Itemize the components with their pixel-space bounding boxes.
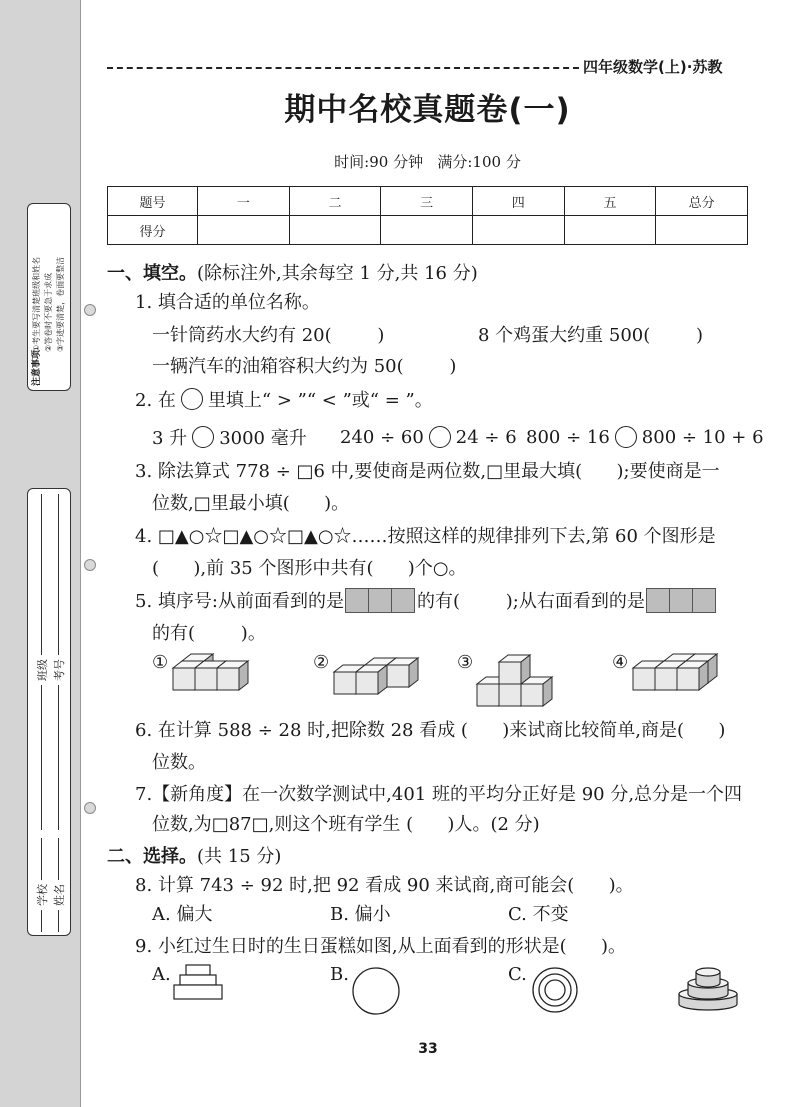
score-cell <box>472 216 564 245</box>
exam-no-row <box>50 494 67 830</box>
question-2-comparison <box>340 425 517 449</box>
class-underline <box>33 494 42 655</box>
cube-figure-4 <box>630 628 720 692</box>
comparison-right: 800 ÷ 10 + 6 <box>641 426 764 448</box>
score-table-header-cell: 四 <box>472 187 564 216</box>
question-text: 1. 填合适的单位名称。 <box>135 292 320 313</box>
notice-list <box>29 257 67 352</box>
circle <box>353 968 399 1014</box>
square <box>345 588 369 613</box>
school-label: 学校 <box>35 884 49 906</box>
tier-bottom <box>174 985 222 999</box>
choice-option-label <box>152 962 171 986</box>
notice-content <box>29 210 67 386</box>
compare-circle <box>615 426 637 448</box>
single-circle-figure <box>351 966 401 1016</box>
cube-front-face <box>387 665 409 687</box>
binding-hole <box>84 304 96 316</box>
exam-no-label: 考号 <box>52 659 66 681</box>
score-cell <box>656 216 748 245</box>
subject-label: 四年级数学(上)·苏教 <box>583 58 723 76</box>
question-text: 的有( )。 <box>152 623 266 644</box>
square <box>391 588 415 613</box>
binding-edge-line <box>80 0 81 1107</box>
section-2-heading <box>107 843 281 867</box>
section-1-note: (除标注外,其余每空 1 分,共 16 分) <box>197 263 478 284</box>
cube-front-face <box>633 668 655 690</box>
cube-front-face <box>195 668 217 690</box>
school-name-block <box>33 838 67 932</box>
question-text: 一辆汽车的油箱容积大约为 50( ) <box>152 356 457 377</box>
score-table-score-row <box>108 216 748 245</box>
question-text: 6. 在计算 588 ÷ 28 时,把除数 28 看成 ( )来试商比较简单,商是( ) <box>135 720 726 741</box>
question-1-item <box>152 353 456 377</box>
question-text: 一针筒药水大约有 20( ) <box>152 325 385 346</box>
cube-front-face <box>521 684 543 706</box>
page-number: 33 <box>418 1041 438 1057</box>
question-1-item <box>152 322 384 346</box>
question-text: 7.【新角度】在一次数学测试中,401 班的平均分正好是 90 分,总分是一个四 <box>135 784 743 805</box>
cube-figure-3 <box>474 644 564 708</box>
question-6-line <box>135 717 725 741</box>
notice-title: 注意事项 <box>32 349 42 386</box>
question-2-stem <box>135 387 433 411</box>
choice-option <box>508 901 569 925</box>
section-1-heading <box>107 260 478 284</box>
question-text: 里填上“ > ”“ < ”或“ = ”。 <box>207 390 433 411</box>
option-text: B. <box>330 963 349 985</box>
three-square-view <box>346 588 415 613</box>
concentric-circles-figure <box>531 966 579 1014</box>
name-underline <box>50 838 59 880</box>
section-1-title: 一、填空。 <box>107 263 197 284</box>
cube-front-face <box>217 668 239 690</box>
question-3-line <box>152 490 349 514</box>
binding-hole <box>84 559 96 571</box>
cube-front-face <box>334 672 356 694</box>
score-table <box>107 186 748 245</box>
cube-front-face <box>499 662 521 684</box>
score-table-header-cell: 一 <box>198 187 290 216</box>
exam-no-underline <box>50 494 59 655</box>
class-exam-no-block <box>33 494 67 830</box>
question-3-line <box>135 458 720 482</box>
question-5-line <box>135 588 718 612</box>
cube-front-face <box>477 684 499 706</box>
page-title: 期中名校真题卷(一) <box>284 92 571 128</box>
three-square-view <box>647 588 716 613</box>
question-text: 5. 填序号:从前面看到的是 <box>135 591 344 612</box>
question-8-stem <box>135 872 634 896</box>
binding-hole <box>84 802 96 814</box>
notice-item: ②答卷时不要急于求成 <box>44 272 53 352</box>
score-table-header-cell: 题号 <box>108 187 198 216</box>
comparison-left: 800 ÷ 16 <box>526 426 610 448</box>
question-9-stem <box>135 933 626 957</box>
cube-figure-1 <box>170 628 260 692</box>
cube <box>217 661 248 690</box>
figure-label: ② <box>313 652 330 673</box>
cube-front-face <box>356 672 378 694</box>
circle-inner <box>545 980 565 1000</box>
notice-item: ①考生要写清楚班级和姓名 <box>32 256 41 352</box>
notice-item: ③字迹要清楚，卷面要整洁 <box>56 256 65 352</box>
option-text: C. <box>508 963 527 985</box>
score-table-header-cell: 五 <box>564 187 656 216</box>
name-row <box>50 838 67 932</box>
option-text: A. <box>152 963 171 985</box>
school-row <box>33 838 50 932</box>
class-row <box>33 494 50 830</box>
comparison-right: 24 ÷ 6 <box>455 426 517 448</box>
question-text: 4. □▲○☆□▲○☆□▲○☆……按照这样的规律排列下去,第 60 个图形是 <box>135 526 716 547</box>
choice-option <box>152 901 212 925</box>
score-table-header-cell: 二 <box>289 187 381 216</box>
compare-circle <box>181 388 203 410</box>
comparison-left: 3 升 <box>152 428 188 449</box>
question-4-line <box>152 555 467 579</box>
question-text: 2. 在 <box>135 390 176 411</box>
question-2-comparison <box>526 425 764 449</box>
square <box>669 588 693 613</box>
score-cell <box>289 216 381 245</box>
score-table-header-cell: 三 <box>381 187 473 216</box>
choice-option-label <box>330 962 349 986</box>
cube <box>356 665 387 694</box>
section-2-title: 二、选择。 <box>107 846 197 867</box>
question-7-line <box>152 811 540 835</box>
question-2-comparison <box>152 425 307 449</box>
question-6-line <box>152 749 206 773</box>
question-text: 3. 除法算式 778 ÷ □6 中,要使商是两位数,□里最大填( );要使商是一 <box>135 461 720 482</box>
comparison-right: 3000 毫升 <box>219 428 307 449</box>
score-cell <box>564 216 656 245</box>
tier-middle <box>180 975 216 985</box>
question-text: ( ),前 35 个图形中共有( )个○。 <box>152 558 467 579</box>
cube-front-face <box>173 668 195 690</box>
header-dashed-rule <box>107 67 579 69</box>
compare-circle <box>192 426 214 448</box>
score-cell <box>381 216 473 245</box>
cube <box>521 677 552 706</box>
exam-time-score: 时间:90 分钟 满分:100 分 <box>334 153 521 171</box>
square <box>646 588 670 613</box>
school-underline <box>33 910 42 932</box>
cube <box>677 661 708 690</box>
score-table-header-row <box>108 187 748 216</box>
option-text: C. 不变 <box>508 904 569 925</box>
cube <box>499 655 530 684</box>
name-label: 姓名 <box>52 884 66 906</box>
question-text: 9. 小红过生日时的生日蛋糕如图,从上面看到的形状是( )。 <box>135 936 626 957</box>
question-text: 8 个鸡蛋大约重 500( ) <box>478 325 704 346</box>
option-text: A. 偏大 <box>152 904 213 925</box>
question-text: 位数,为□87□,则这个班有学生 ( )人。(2 分) <box>152 814 540 835</box>
cube <box>387 658 418 687</box>
tier-top <box>186 965 210 975</box>
option-text: B. 偏小 <box>330 904 391 925</box>
question-1-stem <box>135 289 320 313</box>
stepped-rectangles-figure <box>173 963 227 1003</box>
square <box>692 588 716 613</box>
score-cell <box>198 216 290 245</box>
class-label: 班级 <box>35 659 49 681</box>
question-1-item <box>478 322 703 346</box>
choice-option <box>330 901 391 925</box>
name-underline <box>50 910 59 932</box>
question-text: 8. 计算 743 ÷ 92 时,把 92 看成 90 来试商,商可能会( )。 <box>135 875 634 896</box>
cube-front-face <box>655 668 677 690</box>
figure-label: ① <box>152 652 169 673</box>
cube-front-face <box>499 684 521 706</box>
compare-circle <box>429 426 451 448</box>
question-7-line <box>135 781 742 805</box>
choice-option-label <box>508 962 527 986</box>
birthday-cake-figure <box>676 958 740 1012</box>
score-row-label: 得分 <box>108 216 198 245</box>
question-text: 位数,□里最小填( )。 <box>152 493 350 514</box>
cake-top-top <box>696 968 720 976</box>
school-underline <box>33 838 42 880</box>
section-2-note: (共 15 分) <box>197 846 282 867</box>
question-text: 位数。 <box>152 752 206 773</box>
exam-no-underline <box>50 685 59 830</box>
figure-label: ③ <box>457 652 474 673</box>
cube-front-face <box>677 668 699 690</box>
question-text: 的有( );从右面看到的是 <box>416 591 645 612</box>
score-table-header-cell: 总分 <box>656 187 748 216</box>
square <box>368 588 392 613</box>
question-4-line <box>135 523 716 547</box>
cube-figure-2 <box>331 632 421 696</box>
comparison-left: 240 ÷ 60 <box>340 426 424 448</box>
figure-label: ④ <box>612 652 629 673</box>
class-underline <box>33 685 42 830</box>
